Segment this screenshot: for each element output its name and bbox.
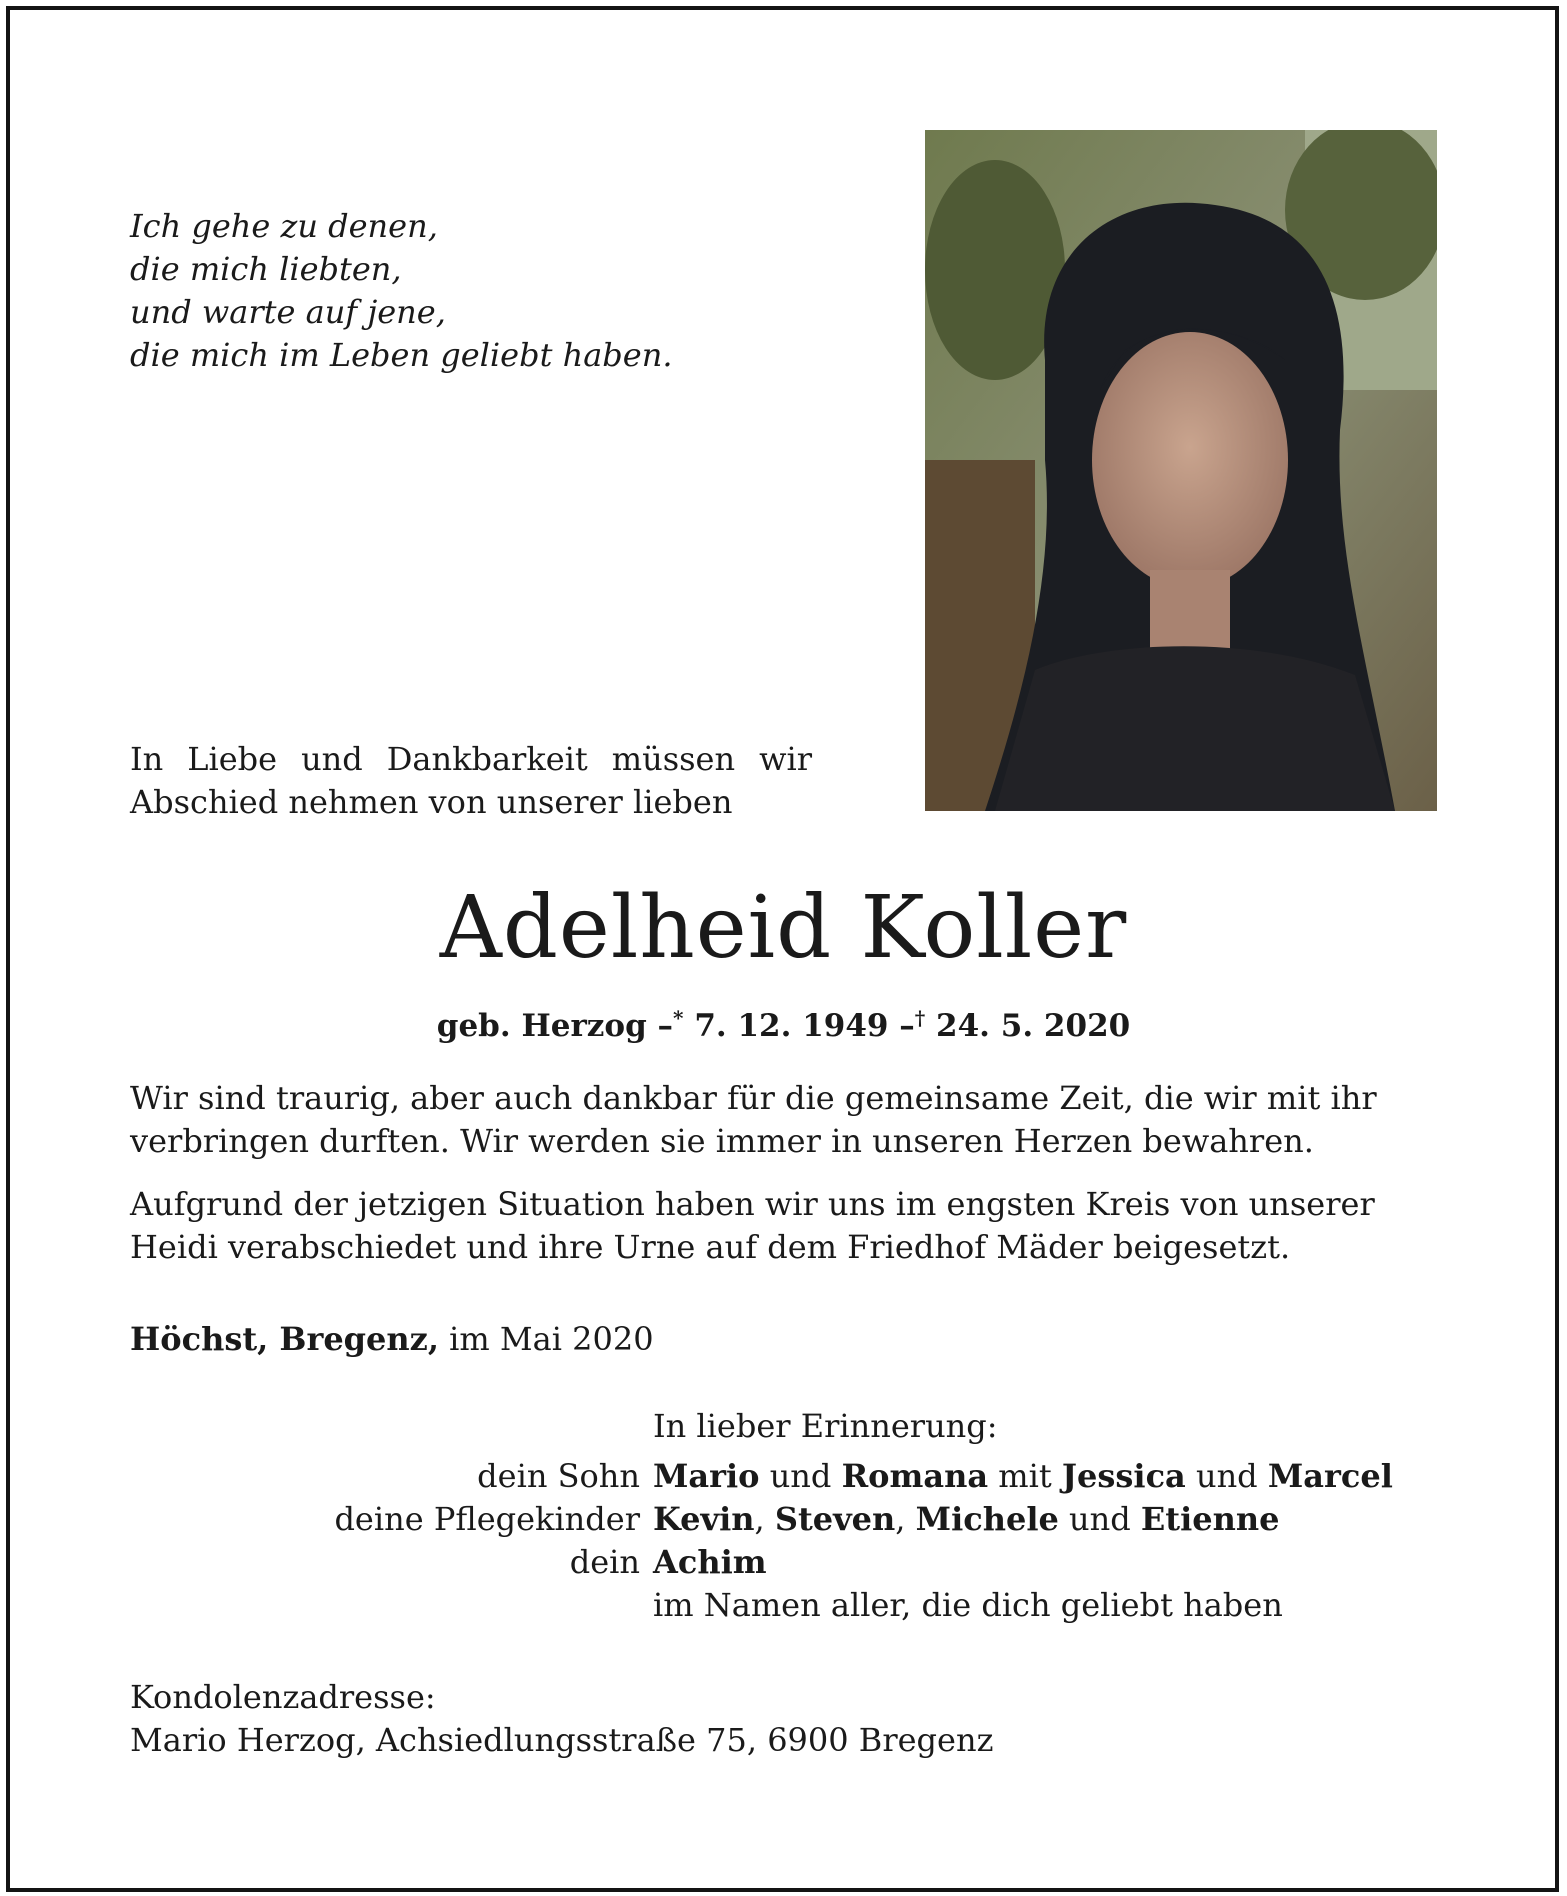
- maiden-name: geb. Herzog: [436, 1008, 647, 1044]
- intro-line: In Liebe und Dankbarkeit müssen wir: [130, 740, 812, 778]
- paragraph-line: Wir sind traurig, aber auch dankbar für die gemeinsame Zeit, die wir mit ihr: [130, 1079, 1377, 1117]
- family-relations: [334, 1455, 640, 1584]
- connector: und: [1069, 1500, 1131, 1538]
- closing-line: im Namen aller, die dich geliebt haben: [653, 1586, 1283, 1624]
- portrait-photo: [925, 130, 1437, 811]
- paragraph-line: verbringen durften. Wir werden sie immer in unseren Herzen bewahren.: [130, 1122, 1314, 1160]
- separator: ,: [754, 1500, 765, 1538]
- family-name: Etienne: [1140, 1500, 1280, 1538]
- family-name: Michele: [915, 1500, 1059, 1538]
- death-date: 24. 5. 2020: [936, 1008, 1131, 1044]
- birth-symbol: *: [673, 1006, 684, 1030]
- connector: mit: [998, 1457, 1052, 1495]
- family-name: Romana: [841, 1457, 989, 1495]
- paragraph-line: Heidi verabschiedet und ihre Urne auf dem Friedhof Mäder beigesetzt.: [130, 1228, 1291, 1266]
- poem-line: die mich liebten,: [130, 250, 402, 288]
- relation-label: dein: [569, 1543, 640, 1581]
- intro-text: [130, 738, 812, 824]
- relation-label: dein Sohn: [477, 1457, 640, 1495]
- separator: ,: [895, 1500, 906, 1538]
- family-name: Jessica: [1061, 1457, 1186, 1495]
- paragraph-line: Aufgrund der jetzigen Situation haben wir uns im engsten Kreis von unserer: [130, 1185, 1375, 1223]
- deceased-name: Adelheid Koller: [439, 878, 1128, 978]
- family-row-son: [653, 1455, 1393, 1498]
- place-month: im Mai 2020: [449, 1320, 654, 1358]
- poem-line: die mich im Leben geliebt haben.: [130, 336, 673, 374]
- paragraph-gratitude: [130, 1077, 1438, 1163]
- place-names: Höchst, Bregenz,: [130, 1320, 439, 1358]
- family-row-fosterchildren: [653, 1498, 1393, 1541]
- poem-line: und warte auf jene,: [130, 293, 446, 331]
- dash: –: [657, 1008, 674, 1044]
- intro-line: Abschied nehmen von unserer lieben: [130, 783, 733, 821]
- poem-line: Ich gehe zu denen,: [130, 207, 438, 245]
- family-names: [653, 1455, 1393, 1627]
- family-name: Mario: [653, 1457, 760, 1495]
- condolence-address: [130, 1676, 993, 1762]
- paragraph-burial: [130, 1183, 1438, 1269]
- condolence-label: Kondolenzadresse:: [130, 1678, 436, 1716]
- place-date: [130, 1318, 654, 1361]
- connector: und: [1195, 1457, 1258, 1495]
- birth-date: 7. 12. 1949: [694, 1008, 889, 1044]
- dash: –: [899, 1008, 915, 1044]
- memory-heading: In lieber Erinnerung:: [653, 1407, 998, 1445]
- death-symbol: †: [914, 1006, 926, 1030]
- family-name: Kevin: [653, 1500, 755, 1538]
- condolence-address-line: Mario Herzog, Achsiedlungsstraße 75, 6900 Bregenz: [130, 1721, 994, 1759]
- family-name: Marcel: [1267, 1457, 1393, 1495]
- life-dates: [0, 996, 1567, 1048]
- family-row-partner: [653, 1541, 1393, 1584]
- family-name: Steven: [774, 1500, 896, 1538]
- family-name: Achim: [653, 1543, 767, 1581]
- connector: und: [769, 1457, 832, 1495]
- poem: [130, 205, 672, 377]
- relation-label: deine Pflegekinder: [334, 1500, 640, 1538]
